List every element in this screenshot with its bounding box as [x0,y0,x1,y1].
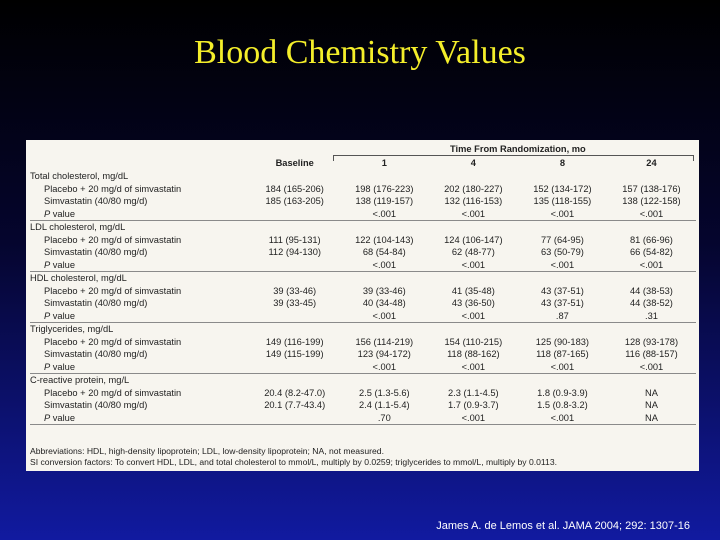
row-label [30,310,250,323]
table-row [30,399,696,412]
si-conversion-note: SI conversion factors: To convert HDL, LDL, and total cholesterol to mmol/L, multiply by 0.0259; triglycerides to mmol/L, multiply by 0.0113. [30,456,558,467]
table-cell: 156 (114-219) [355,336,414,347]
table-cell: 198 (176-223) [355,183,414,194]
p-symbol: P [44,310,51,321]
table-cell: .87 [518,310,607,323]
row-label: Placebo + 20 mg/d of simvastatin [44,336,182,347]
table-cell: 43 (37-51) [540,298,584,308]
section-title: LDL cholesterol, mg/dL [30,222,126,232]
row-label [30,412,250,425]
table-row [30,348,696,361]
table-cell: 123 (94-172) [357,349,411,359]
table-row [30,259,696,272]
table-cell: <.001 [340,208,429,221]
table-row [30,195,696,208]
table-cell: 135 (118-155) [533,196,592,206]
column-header-month-4: 4 [470,157,476,168]
row-label-text: value [50,361,76,372]
row-label: Placebo + 20 mg/d of simvastatin [44,234,182,245]
table-cell: <.001 [429,208,518,221]
table-cell: NA [645,387,658,398]
table-cell: 154 (110-215) [444,336,503,347]
section-title: Total cholesterol, mg/dL [30,171,129,181]
table-cell: 20.4 (8.2-47.0) [264,387,326,398]
table-cell: 116 (88-157) [625,349,678,359]
table-cell [250,361,340,374]
p-symbol: P [44,412,51,423]
table-cell: 118 (88-162) [447,349,500,359]
table-cell: .70 [340,412,429,425]
table-cell: 44 (38-53) [630,285,673,296]
table-cell: 122 (104-143) [355,234,414,245]
table-cell: 157 (138-176) [622,183,681,194]
p-symbol: P [44,361,51,372]
group-header: Time From Randomization, mo [450,143,586,154]
table-cell: 62 (48-77) [451,247,495,257]
table-cell: <.001 [518,412,607,425]
table-row [30,297,696,310]
row-label: Simvastatin (40/80 mg/d) [44,298,148,308]
table-cell: <.001 [340,259,429,272]
section-header-row [30,374,696,387]
table-cell: <.001 [518,259,607,272]
table-cell: 81 (66-96) [630,234,673,245]
table-cell: 185 (163-205) [265,196,324,206]
table-cell: 20.1 (7.7-43.4) [264,400,326,410]
table-cell: 184 (165-206) [265,183,324,194]
table-cell: 77 (64-95) [540,234,584,245]
section-header-row [30,323,696,336]
table-cell: 1.5 (0.8-3.2) [537,400,588,410]
table-cell: <.001 [607,208,696,221]
table-cell: 63 (50-79) [540,247,584,257]
table-cell: 44 (38-52) [630,298,673,308]
table-cell: 39 (33-46) [273,285,317,296]
abbreviations-note: Abbreviations: HDL, high-density lipoprotein; LDL, low-density lipoprotein; NA, not measured. [30,446,384,456]
table-row [30,285,696,298]
table-cell: <.001 [429,412,518,425]
table-cell: 1.7 (0.9-3.7) [448,400,499,410]
column-header-row [30,156,696,170]
table-cell: 124 (106-147) [444,234,503,245]
slide-title: Blood Chemistry Values [194,34,526,71]
row-label: Simvastatin (40/80 mg/d) [44,196,148,206]
table-cell: 202 (180-227) [444,183,503,194]
row-label: Placebo + 20 mg/d of simvastatin [44,183,182,194]
table-cell [250,208,340,221]
row-label: Simvastatin (40/80 mg/d) [44,400,148,410]
citation: James A. de Lemos et al. JAMA 2004; 292: 1307-16 [436,520,690,532]
table-cell: 43 (36-50) [451,298,495,308]
table-row [30,412,696,425]
table-cell: 39 (33-45) [273,298,317,308]
table-row [30,246,696,259]
table-cell: 41 (35-48) [451,285,495,296]
table-cell: 2.4 (1.1-5.4) [358,400,410,410]
table-cell: 149 (116-199) [265,336,324,347]
column-header-baseline: Baseline [275,157,314,168]
row-label: Simvastatin (40/80 mg/d) [44,349,148,359]
table-cell: <.001 [607,259,696,272]
table-cell: 111 (95-131) [268,234,321,245]
blood-chemistry-table [30,142,696,425]
table-cell [250,412,340,425]
table-cell: 1.8 (0.9-3.9) [537,387,588,398]
row-label [30,259,250,272]
column-header-month-8: 8 [559,157,565,168]
table-notes [30,446,557,467]
table-row [30,310,696,323]
row-label-text: value [50,412,76,423]
p-symbol: P [44,259,51,270]
column-header-month-1: 1 [381,157,387,168]
row-label: Simvastatin (40/80 mg/d) [44,247,148,257]
table-cell [250,259,340,272]
table-cell: <.001 [340,361,429,374]
section-header-row [30,272,696,285]
table-cell: 128 (93-178) [624,336,679,347]
table-cell: 118 (87-165) [536,349,589,359]
table-cell: 40 (34-48) [362,298,406,308]
table-cell: NA [607,412,696,425]
table-cell: 112 (94-130) [268,247,321,257]
table-row [30,208,696,221]
table-cell: <.001 [518,361,607,374]
row-label [30,361,250,374]
table-row [30,234,696,247]
section-title: Triglycerides, mg/dL [30,324,114,334]
table-cell: .31 [607,310,696,323]
table-cell: 152 (134-172) [533,183,592,194]
table-cell: 149 (115-199) [265,349,324,359]
table-cell: 138 (119-157) [355,196,414,206]
row-label: Placebo + 20 mg/d of simvastatin [44,285,182,296]
table-row [30,387,696,400]
table-cell: 2.5 (1.3-5.6) [358,387,410,398]
table-cell: 2.3 (1.1-4.5) [448,387,499,398]
table-cell: 138 (122-158) [622,196,681,206]
row-label-text: value [50,259,76,270]
table-cell: <.001 [340,310,429,323]
section-title: C-reactive protein, mg/L [30,375,130,385]
table-row [30,336,696,349]
table-cell [250,310,340,323]
column-header-month-24: 24 [646,157,657,168]
table-cell: 43 (37-51) [540,285,584,296]
table-cell: NA [645,400,658,410]
row-label-text: value [50,208,76,219]
table-cell: <.001 [429,361,518,374]
table-row [30,183,696,196]
data-table-panel [26,140,699,471]
section-title: HDL cholesterol, mg/dL [30,273,127,283]
p-symbol: P [44,208,51,219]
table-cell: 125 (90-183) [535,336,590,347]
row-label-text: value [50,310,76,321]
section-header-row [30,221,696,234]
group-header-row [30,142,696,156]
table-row [30,361,696,374]
row-label: Placebo + 20 mg/d of simvastatin [44,387,182,398]
table-cell: 66 (54-82) [630,247,673,257]
table-cell: 39 (33-46) [362,285,406,296]
section-header-row [30,170,696,183]
table-cell: 68 (54-84) [362,247,406,257]
row-label [30,208,250,221]
table-cell: <.001 [429,259,518,272]
table-cell: 132 (116-153) [444,196,503,206]
table-cell: <.001 [429,310,518,323]
table-body [30,170,696,425]
table-cell: <.001 [518,208,607,221]
table-cell: <.001 [607,361,696,374]
